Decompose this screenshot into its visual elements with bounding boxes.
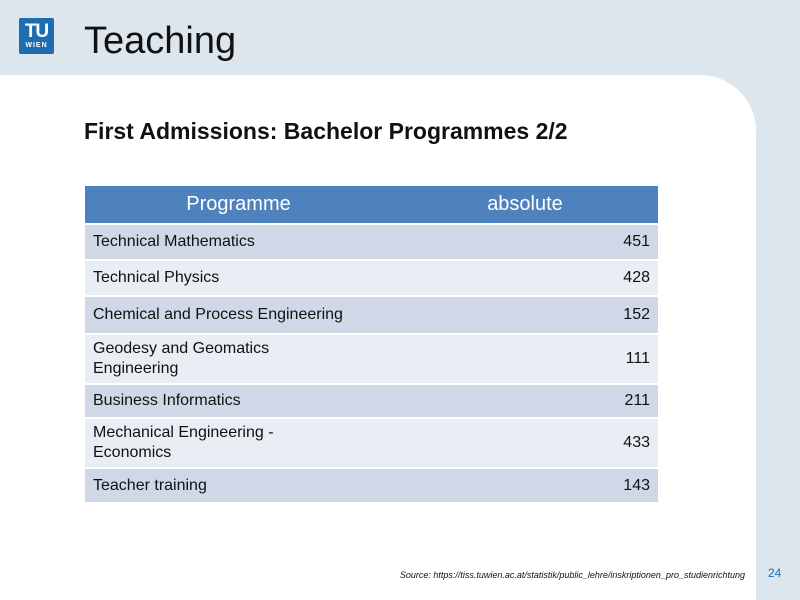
table-header-row xyxy=(85,186,658,224)
table-row xyxy=(85,260,658,296)
absolute-cell: 428 xyxy=(392,260,658,296)
programme-cell: Geodesy and Geomatics Engineering xyxy=(85,334,392,384)
table-row xyxy=(85,296,658,334)
table-row xyxy=(85,334,658,384)
programme-cell: Business Informatics xyxy=(85,384,392,418)
programme-cell: Mechanical Engineering - Economics xyxy=(85,418,392,468)
header-absolute: absolute xyxy=(392,186,658,224)
absolute-cell: 152 xyxy=(392,296,658,334)
table-row xyxy=(85,384,658,418)
programme-cell: Technical Mathematics xyxy=(85,224,392,260)
absolute-cell: 143 xyxy=(392,468,658,502)
page-number: 24 xyxy=(768,566,782,580)
programme-cell: Chemical and Process Engineering xyxy=(85,296,392,334)
absolute-cell: 451 xyxy=(392,224,658,260)
absolute-cell: 211 xyxy=(392,384,658,418)
table-row xyxy=(85,224,658,260)
absolute-cell: 111 xyxy=(392,334,658,384)
source-note: Source: https://tiss.tuwien.ac.at/statistik/public_lehre/inskriptionen_pro_studienrichtung xyxy=(399,570,745,580)
programme-cell: Teacher training xyxy=(85,468,392,502)
table-row xyxy=(85,468,658,502)
programme-cell: Technical Physics xyxy=(85,260,392,296)
slide-title: Teaching xyxy=(84,20,237,62)
slide-subtitle: First Admissions: Bachelor Programmes 2/2 xyxy=(84,118,568,144)
logo-text-tu: TU xyxy=(24,20,49,42)
logo-text-wien: WIEN xyxy=(25,41,48,49)
absolute-cell: 433 xyxy=(392,418,658,468)
header-programme: Programme xyxy=(85,186,392,224)
tu-wien-logo xyxy=(19,18,54,54)
admissions-table xyxy=(85,186,658,502)
table-row xyxy=(85,418,658,468)
